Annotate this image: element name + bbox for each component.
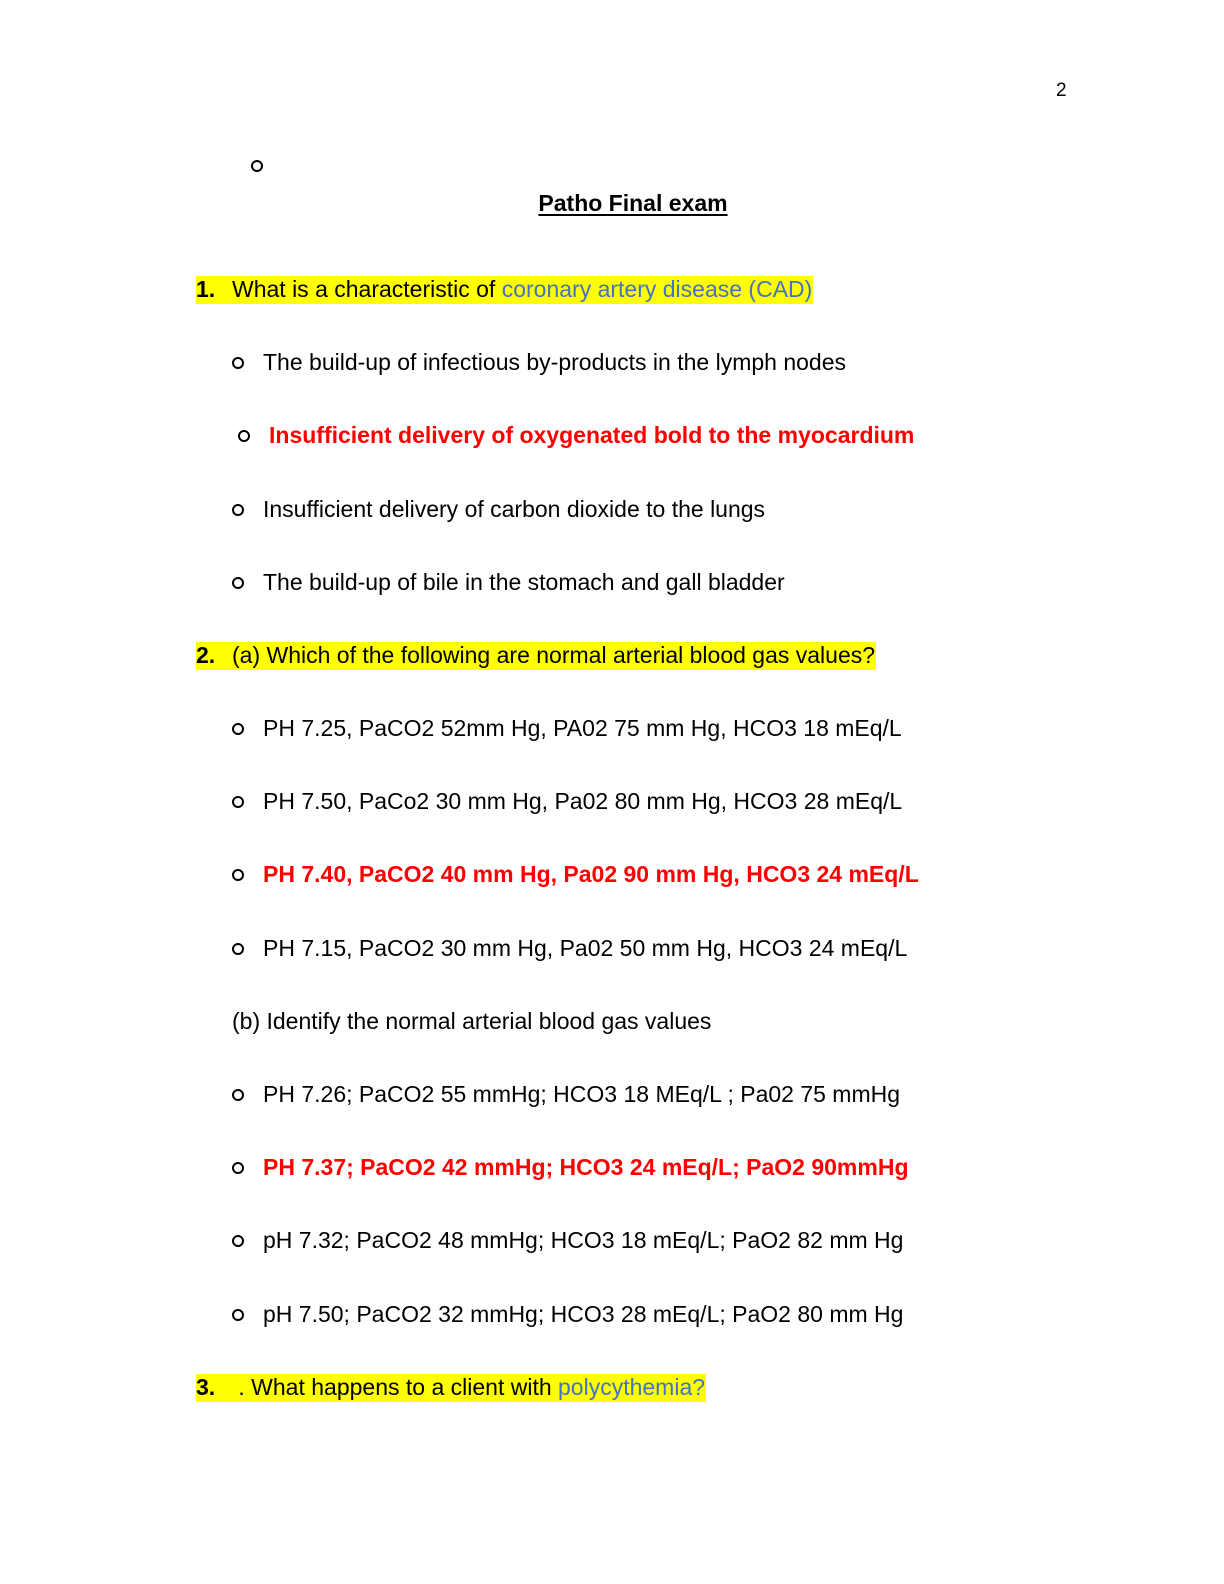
bullet-circle-icon <box>232 869 244 881</box>
option-item <box>232 494 765 524</box>
option-item <box>232 567 785 597</box>
option-text: PH 7.26; PaCO2 55 mmHg; HCO3 18 MEq/L ; Pa02 75 mmHg <box>263 1081 901 1107</box>
option-item <box>232 1079 900 1109</box>
option-item <box>232 347 846 377</box>
question-1 <box>196 274 813 304</box>
question-text: What is a characteristic of <box>232 276 502 302</box>
question-text: . What happens to a client with <box>232 1374 559 1400</box>
question-term: coronary artery disease (CAD) <box>501 276 813 302</box>
bullet-circle-icon <box>232 943 244 955</box>
option-item <box>232 1299 903 1329</box>
question-number: 3. <box>196 1374 216 1400</box>
option-text: PH 7.40, PaCO2 40 mm Hg, Pa02 90 mm Hg, HCO3 24 mEq/L <box>263 861 919 887</box>
question-2 <box>196 640 876 670</box>
question-number: 2. <box>196 642 216 668</box>
bullet-circle-icon <box>232 1235 244 1247</box>
bullet-circle-icon <box>232 796 244 808</box>
option-item <box>232 1225 903 1255</box>
question-number: 1. <box>196 276 216 302</box>
question-term: polycythemia? <box>558 1374 706 1400</box>
option-item-correct <box>238 420 914 450</box>
question-text: (a) Which of the following are normal arterial blood gas values? <box>232 642 876 668</box>
bullet-circle-icon <box>232 504 244 516</box>
option-item <box>232 713 902 743</box>
option-text: PH 7.15, PaCO2 30 mm Hg, Pa02 50 mm Hg, HCO3 24 mEq/L <box>263 935 908 961</box>
option-text: Insufficient delivery of carbon dioxide to the lungs <box>263 496 766 522</box>
option-item-correct <box>232 859 919 889</box>
bullet-circle-icon <box>232 1162 244 1174</box>
bullet-circle-icon <box>232 577 244 589</box>
bullet-circle-icon <box>232 1309 244 1321</box>
bullet-circle-icon <box>232 1089 244 1101</box>
option-text: PH 7.37; PaCO2 42 mmHg; HCO3 24 mEq/L; PaO2 90mmHg <box>263 1154 909 1180</box>
option-text: Insufficient delivery of oxygenated bold to the myocardium <box>269 422 915 448</box>
bullet-circle-icon <box>238 430 250 442</box>
question-3 <box>196 1372 706 1402</box>
sub-question-b: (b) Identify the normal arterial blood gas values <box>232 1008 712 1034</box>
stray-bullet-icon <box>251 160 263 172</box>
option-text: PH 7.50, PaCo2 30 mm Hg, Pa02 80 mm Hg, HCO3 28 mEq/L <box>263 788 903 814</box>
bullet-circle-icon <box>232 357 244 369</box>
page-number: 2 <box>1056 80 1067 101</box>
option-text: The build-up of infectious by-products in the lymph nodes <box>263 349 846 375</box>
option-item-correct <box>232 1152 909 1182</box>
option-text: pH 7.32; PaCO2 48 mmHg; HCO3 18 mEq/L; PaO2 82 mm Hg <box>263 1227 904 1253</box>
bullet-circle-icon <box>232 723 244 735</box>
option-text: pH 7.50; PaCO2 32 mmHg; HCO3 28 mEq/L; PaO2 80 mm Hg <box>263 1301 904 1327</box>
option-text: The build-up of bile in the stomach and gall bladder <box>263 569 785 595</box>
option-text: PH 7.25, PaCO2 52mm Hg, PA02 75 mm Hg, HCO3 18 mEq/L <box>263 715 902 741</box>
option-item <box>232 786 902 816</box>
page-title: Patho Final exam <box>538 190 728 216</box>
option-item <box>232 933 907 963</box>
